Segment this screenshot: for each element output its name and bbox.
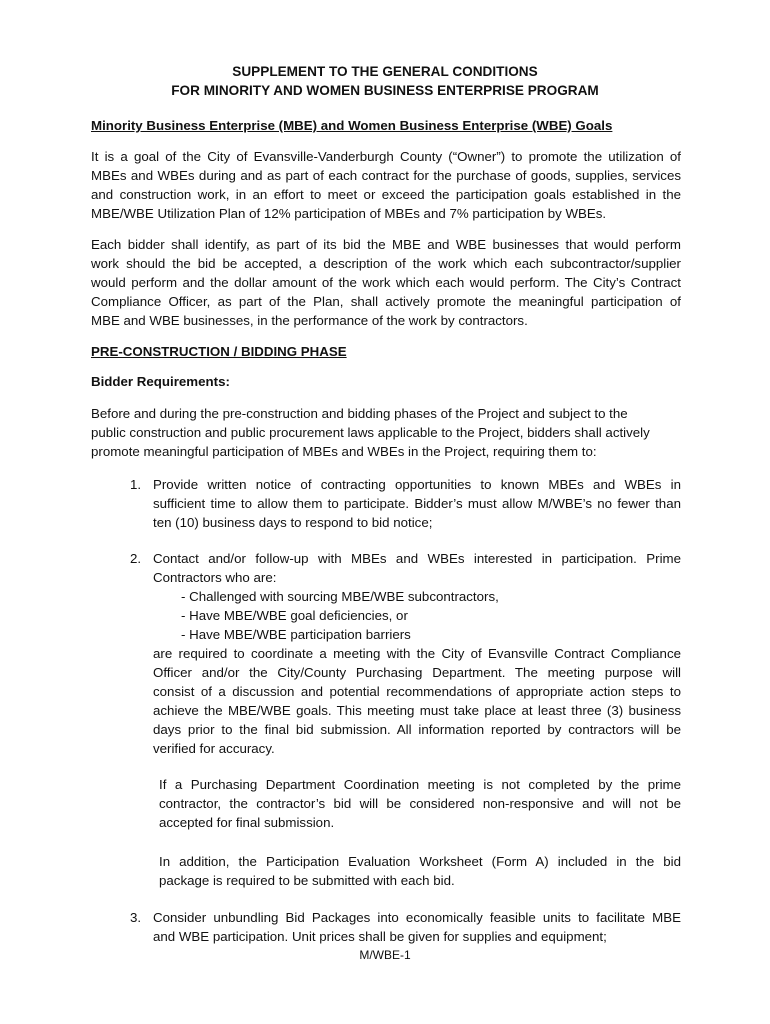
goals-paragraph-2 — [91, 235, 681, 330]
sub-list-item: - Challenged with sourcing MBE/WBE subcontractors, — [181, 589, 499, 604]
text-line: It is a goal of the City of Evansville-Vanderburgh County (“Owner”) to promote the utilization of — [91, 149, 681, 164]
text-line: Officer and/or the City/County Purchasing Department. The meeting purpose will — [153, 665, 681, 680]
text-line: If a Purchasing Department Coordination meeting is not completed by the prime — [159, 777, 681, 792]
text-line: In addition, the Participation Evaluation Worksheet (Form A) included in the bid — [159, 854, 681, 869]
preconstruction-intro — [91, 404, 681, 461]
text-line: MBE/WBE Utilization Plan of 12% participation of MBEs and 7% participation by WBEs. — [91, 206, 607, 221]
text-line: sufficient time to allow them to participate. Bidder’s must allow M/WBE’s no fewer than — [153, 496, 681, 511]
page-footer: M/WBE-1 — [359, 948, 411, 962]
text-line: would perform and the dollar amount of the work which each would perform. The City’s Contract — [91, 275, 681, 290]
list-number: 3. — [130, 910, 142, 925]
text-line: verified for accuracy. — [153, 741, 275, 756]
document-title-line-1: SUPPLEMENT TO THE GENERAL CONDITIONS — [232, 64, 538, 79]
text-line: MBEs and WBEs during and as part of each contract for the purchase of goods, supplies, services — [91, 168, 681, 183]
text-line: package is required to be submitted with each bid. — [159, 873, 455, 888]
goals-heading: Minority Business Enterprise (MBE) and Women Business Enterprise (WBE) Goals — [91, 118, 613, 133]
document-title-line-2: FOR MINORITY AND WOMEN BUSINESS ENTERPRISE PROGRAM — [171, 83, 599, 98]
text-line: ten (10) business days to respond to bid notice; — [153, 515, 433, 530]
text-line: accepted for final submission. — [159, 815, 335, 830]
goals-paragraph-1 — [91, 147, 681, 223]
text-line: achieve the MBE/WBE goals. This meeting must take place at least three (3) business — [153, 703, 681, 718]
text-line: Consider unbundling Bid Packages into economically feasible units to facilitate MBE — [153, 910, 681, 925]
list-number: 1. — [130, 477, 142, 492]
text-line: work should the bid be accepted, a description of the work which each subcontractor/supplier — [91, 256, 681, 271]
text-line: promote meaningful participation of MBEs and WBEs in the Project, requiring them to: — [91, 444, 597, 459]
text-line: public construction and public procurement laws applicable to the Project, bidders shall actively — [91, 425, 650, 440]
item-2-note-1 — [159, 775, 681, 832]
text-line: Provide written notice of contracting opportunities to known MBEs and WBEs in — [153, 477, 681, 492]
text-line: Before and during the pre-construction and bidding phases of the Project and subject to the — [91, 406, 628, 421]
text-line: days prior to the final bid submission. All information reported by contractors will be — [153, 722, 681, 737]
text-line: and construction work, in an effort to meet or exceed the participation goals established in the — [91, 187, 681, 202]
list-number: 2. — [130, 551, 142, 566]
text-line: Compliance Officer, as part of the Plan, shall actively promote the meaningful participation of — [91, 294, 681, 309]
bidder-requirements-heading: Bidder Requirements: — [91, 374, 230, 389]
text-line: contractor, the contractor’s bid will be considered non-responsive and will not be — [159, 796, 681, 811]
text-line: Contractors who are: — [153, 570, 277, 585]
preconstruction-heading: PRE-CONSTRUCTION / BIDDING PHASE — [91, 344, 347, 359]
text-line: MBE and WBE businesses, in the performance of the work by contractors. — [91, 313, 528, 328]
item-2-note-2 — [159, 852, 681, 890]
text-line: and WBE participation. Unit prices shall be given for supplies and equipment; — [153, 929, 607, 944]
text-line: Contact and/or follow-up with MBEs and WBEs interested in participation. Prime — [153, 551, 681, 566]
text-line: Each bidder shall identify, as part of its bid the MBE and WBE businesses that would perform — [91, 237, 681, 252]
text-line: are required to coordinate a meeting with the City of Evansville Contract Compliance — [153, 646, 681, 661]
sub-list-item: - Have MBE/WBE goal deficiencies, or — [181, 608, 408, 623]
sub-list-item: - Have MBE/WBE participation barriers — [181, 627, 411, 642]
text-line: consist of a discussion and potential recommendations of appropriate action steps to — [153, 684, 681, 699]
